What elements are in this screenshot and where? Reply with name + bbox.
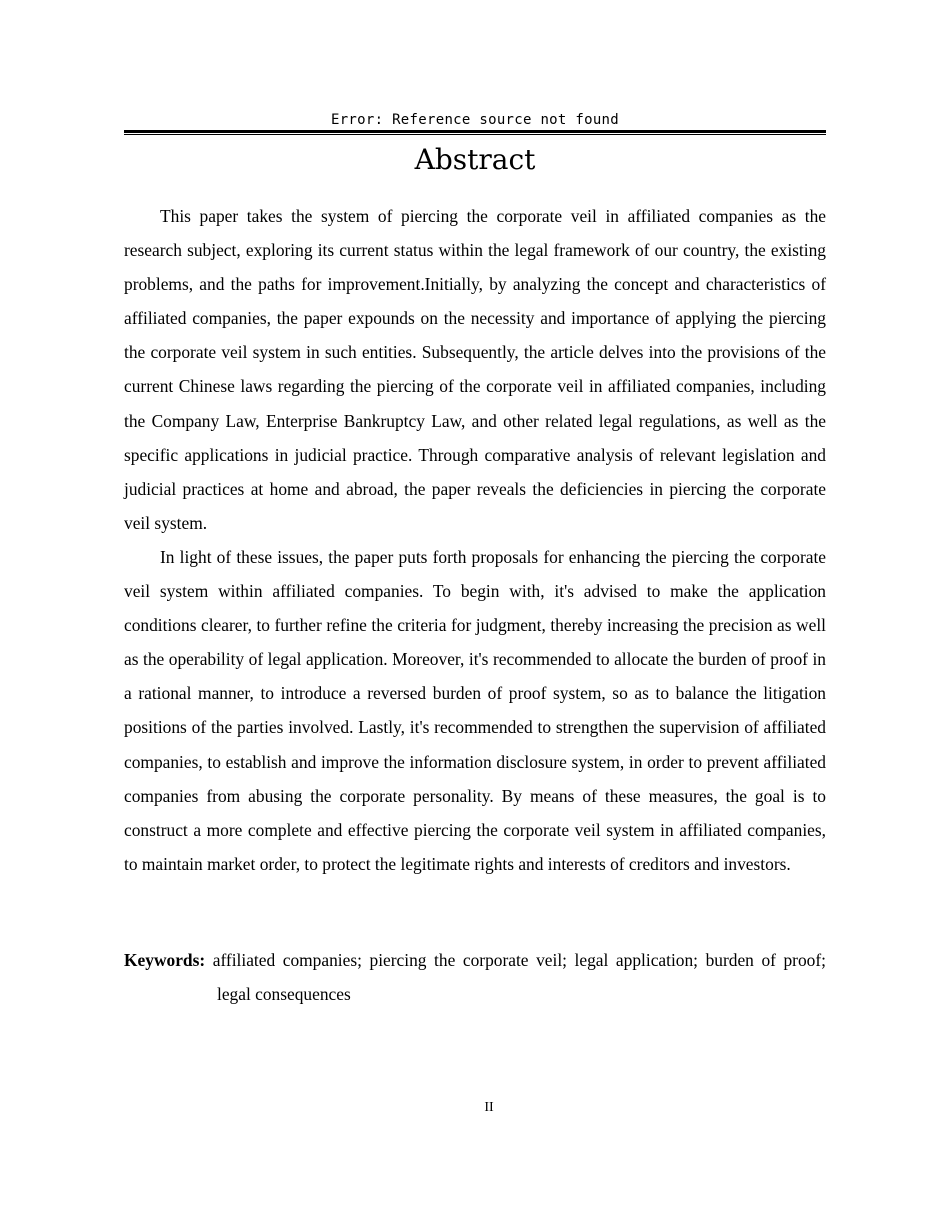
page-number: II <box>484 1100 494 1115</box>
keywords-block <box>124 943 826 1011</box>
abstract-body <box>124 199 826 881</box>
running-header: Error: Reference source not found <box>330 112 620 128</box>
abstract-paragraph-1: This paper takes the system of piercing the corporate veil in affiliated companies as the research subject, exploring its current status within the legal framework of our country, the existing problems, and the paths for improvement.Initially, by analyzing the concept and characteristics of affiliated companies, the paper expounds on the necessity and importance of applying the piercing the corporate veil system in such entities. Subsequently, the article delves into the provisions of the current Chinese laws regarding the piercing of the corporate veil in affiliated companies, including the Company Law, Enterprise Bankruptcy Law, and other related legal regulations, as well as the specific applications in judicial practice. Through comparative analysis of relevant legislation and judicial practices at home and abroad, the paper reveals the deficiencies in piercing the corporate veil system. <box>124 206 826 533</box>
keywords-label: Keywords: <box>124 950 206 970</box>
keywords-text: affiliated companies; piercing the corporate veil; legal application; burden of proof; legal consequences <box>212 950 826 1005</box>
abstract-paragraph-2: In light of these issues, the paper puts forth proposals for enhancing the piercing the corporate veil system within affiliated companies. To begin with, it's advised to make the application conditions clearer, to further refine the criteria for judgment, thereby increasing the precision as well as the operability of legal application. Moreover, it's recommended to allocate the burden of proof in a rational manner, to introduce a reversed burden of proof system, so as to balance the litigation positions of the parties involved. Lastly, it's recommended to strengthen the supervision of affiliated companies, to establish and improve the information disclosure system, in order to prevent affiliated companies from abusing the corporate personality. By means of these measures, the goal is to construct a more complete and effective piercing the corporate veil system in affiliated companies, to maintain market order, to protect the legitimate rights and interests of creditors and investors. <box>124 546 826 874</box>
abstract-title: Abstract <box>414 143 536 176</box>
header-rule-thick <box>124 130 826 133</box>
header-rule-thin <box>124 134 826 135</box>
